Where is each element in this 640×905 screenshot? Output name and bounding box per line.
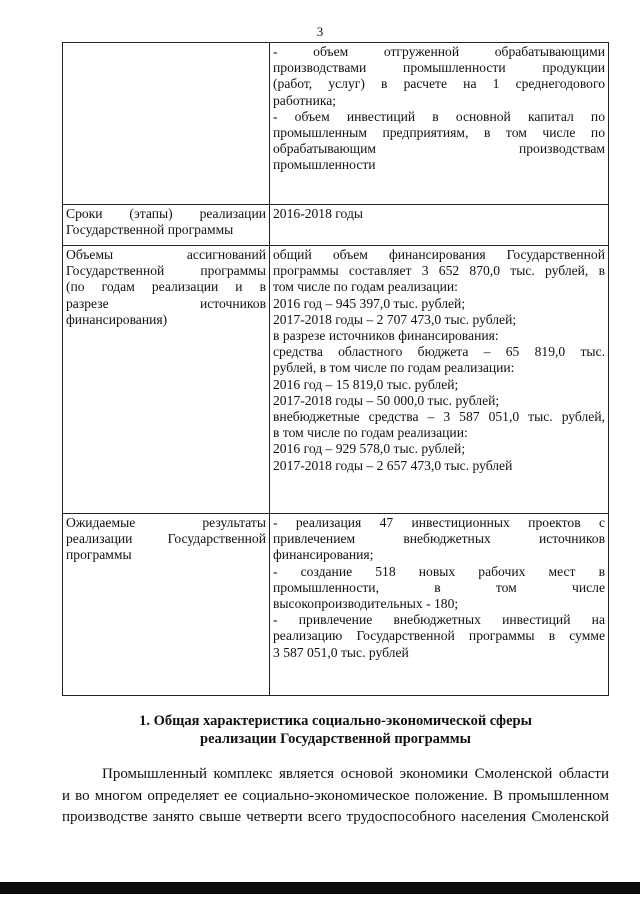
section-heading	[62, 712, 609, 748]
text-line: Государственной программы	[66, 263, 266, 279]
text-line: том числе по годам реализации:	[273, 279, 458, 295]
text-line: Ожидаемые результаты	[66, 515, 266, 530]
heading-line: 1. Общая характеристика социально-экономической сферы	[139, 713, 532, 729]
table-cell-value	[270, 43, 609, 205]
text-line: 2017-2018 годы – 2 707 473,0 тыс. рублей;	[273, 311, 517, 327]
program-passport-table	[62, 42, 609, 696]
table-cell-label	[63, 43, 270, 205]
paragraph-line: производстве занято свыше четверти всего трудоспособного населения Смоленской	[62, 809, 609, 825]
table-cell-value	[270, 514, 609, 696]
paragraph-line: Промышленный комплекс является основой экономики Смоленской области	[102, 766, 609, 782]
text-line: обрабатывающим производствам	[273, 141, 605, 157]
text-line: 2016 год – 929 578,0 тыс. рублей;	[273, 441, 466, 457]
text-line: внебюджетные средства – 3 587 051,0 тыс. рублей,	[273, 409, 605, 425]
text-line: промышленности	[273, 157, 376, 173]
scan-edge-bar	[0, 882, 640, 894]
text-line: реализацию Государственной программы в сумме	[273, 628, 605, 644]
table-row-funding	[63, 246, 609, 514]
table-cell-label	[63, 205, 270, 246]
text-line: 2017-2018 годы – 50 000,0 тыс. рублей;	[273, 392, 500, 408]
paragraph-line: и во многом определяет ее социально-экономическое положение. В промышленном	[62, 787, 609, 804]
text-line: - создание 518 новых рабочих мест в	[273, 563, 605, 579]
text-line: высокопроизводительных - 180;	[273, 596, 459, 612]
text-line: программы составляет 3 652 870,0 тыс. рублей, в	[273, 263, 605, 279]
text-line: общий объем финансирования Государственной	[273, 247, 605, 262]
text-line: 2017-2018 годы – 2 657 473,0 тыс. рублей	[273, 457, 513, 473]
text-line: - реализация 47 инвестиционных проектов с	[273, 515, 605, 530]
table-row-expected-results	[63, 514, 609, 696]
text-line: в разрезе источников финансирования:	[273, 328, 499, 344]
text-line: промышленности, в том числе	[273, 579, 605, 595]
table-cell-label	[63, 246, 270, 514]
text-line: - объем отгруженной обрабатывающими	[273, 44, 605, 59]
text-line: (работ, услуг) в расчете на 1 среднегодового	[273, 76, 605, 92]
text-line: рублей, в том числе по годам реализации:	[273, 360, 515, 376]
table-cell-value	[270, 205, 609, 246]
page-number: 3	[316, 24, 324, 39]
text-line: в том числе по годам реализации:	[273, 425, 468, 441]
text-line: 3 587 051,0 тыс. рублей	[273, 644, 409, 660]
body-paragraph	[62, 764, 609, 829]
text-line: - объем инвестиций в основной капитал по	[273, 108, 605, 124]
text-line: работника;	[273, 92, 337, 108]
text-line: программы	[66, 547, 132, 563]
table-cell-value	[270, 246, 609, 514]
text-line: Сроки (этапы) реализации	[66, 206, 266, 221]
text-line: реализации Государственной	[66, 531, 266, 547]
text-line: 2016 год – 15 819,0 тыс. рублей;	[273, 376, 459, 392]
heading-line: реализации Государственной программы	[200, 731, 471, 747]
text-line: промышленным предприятиям, в том числе по	[273, 125, 605, 141]
text-line: - привлечение внебюджетных инвестиций на	[273, 612, 605, 628]
text-line: финансирования;	[273, 547, 374, 563]
text-line: производствами промышленности продукции	[273, 60, 605, 76]
text-line: Объемы ассигнований	[66, 247, 266, 262]
text-line: средства областного бюджета – 65 819,0 тыс.	[273, 344, 605, 360]
text-line: (по годам реализации и в	[66, 279, 266, 295]
text-line: финансирования)	[66, 311, 168, 327]
table-row-indicators	[63, 43, 609, 205]
text-line: разрезе источников	[66, 295, 266, 311]
text-line: привлечением внебюджетных источников	[273, 531, 605, 547]
text-line: 2016 год – 945 397,0 тыс. рублей;	[273, 295, 466, 311]
text-line: Государственной программы	[66, 222, 234, 238]
table-row-timeline	[63, 205, 609, 246]
table-cell-label	[63, 514, 270, 696]
text-line: 2016-2018 годы	[273, 206, 363, 221]
